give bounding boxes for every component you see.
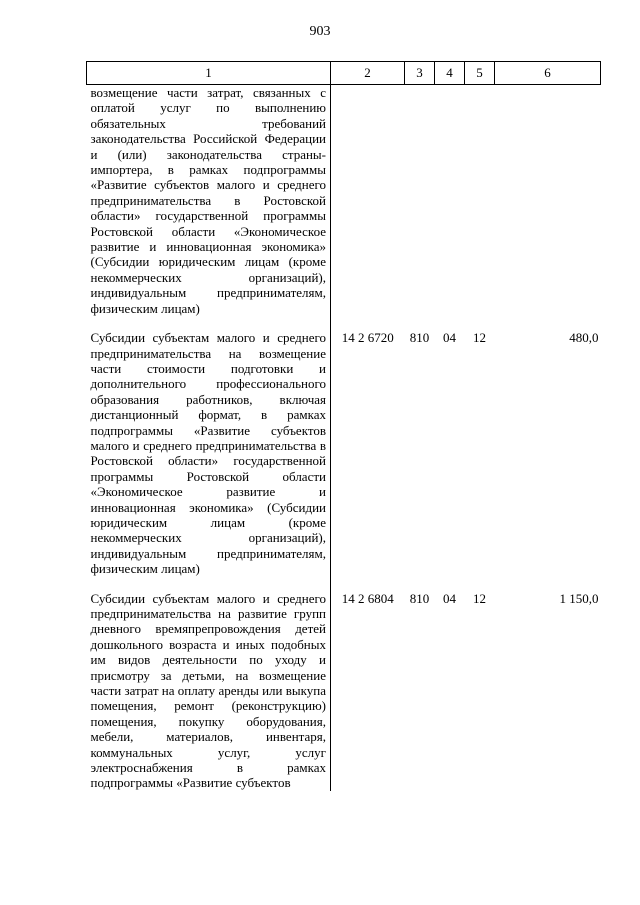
- budget-table: [86, 61, 601, 791]
- row-section: 04: [443, 590, 456, 606]
- header-col-4: 4: [435, 62, 465, 85]
- row-amount: 1 150,0: [559, 590, 599, 606]
- row-subsection: 12: [473, 330, 486, 346]
- table-row: [87, 330, 601, 591]
- table-row: [87, 85, 601, 331]
- row-amount: [495, 85, 601, 331]
- row-section: 04: [443, 330, 456, 346]
- row-subsection: 12: [473, 590, 486, 606]
- header-col-5: 5: [465, 62, 495, 85]
- row-expense-type: 810: [409, 330, 430, 346]
- row-section: [435, 85, 465, 331]
- row-target-code: [331, 85, 405, 331]
- row-expense-type: 810: [409, 590, 430, 606]
- row-description: Субсидии субъектам малого и среднего предпринимательства на развитие групп дневного времяпрепровождения детей дошкольного возраста и иных подобных им видов деятельности по уходу и присмотру за детьми, на возмещение части затрат на оплату аренды или выкупа помещения, ремонт (реконструкцию) помещения, покупку оборудования, мебели, материалов, инвентаря, коммунальных услуг, услуг электроснабжения в рамках подпрограммы «Развитие субъектов: [87, 591, 331, 791]
- row-subsection: [465, 85, 495, 331]
- header-col-6: 6: [495, 62, 601, 85]
- header-col-2: 2: [331, 62, 405, 85]
- header-col-3: 3: [405, 62, 435, 85]
- header-col-1: 1: [87, 62, 331, 85]
- row-target-code: 14 2 6804: [341, 590, 394, 606]
- header-row: [87, 62, 601, 85]
- row-target-code: 14 2 6720: [341, 330, 394, 346]
- table-row: [87, 591, 601, 791]
- page-number: 903: [309, 24, 331, 39]
- row-description: возмещение части затрат, связанных с оплатой услуг по выполнению обязательных требований законодательства Российской Федерации и (или) законодательства страны-импортера, в рамках подпрограммы «Развитие субъектов малого и среднего предпринимательства в Ростовской области» государственной программы Ростовской области «Экономическое развитие и инновационная экономика» (Субсидии юридическим лицам (кроме некоммерческих организаций), индивидуальным предпринимателям, физическим лицам): [87, 85, 331, 331]
- row-description: Субсидии субъектам малого и среднего предпринимательства на возмещение части стоимости подготовки и дополнительного профессионального образования работников, включая дистанционный формат, в рамках подпрограммы «Развитие субъектов малого и среднего предпринимательства в Ростовской области» государственной программы Ростовской области «Экономическое развитие и инновационная экономика» (Субсидии юридическим лицам (кроме некоммерческих организаций), индивидуальным предпринимателям, физическим лицам): [87, 330, 331, 591]
- row-amount: 480,0: [569, 330, 599, 346]
- row-expense-type: [405, 85, 435, 331]
